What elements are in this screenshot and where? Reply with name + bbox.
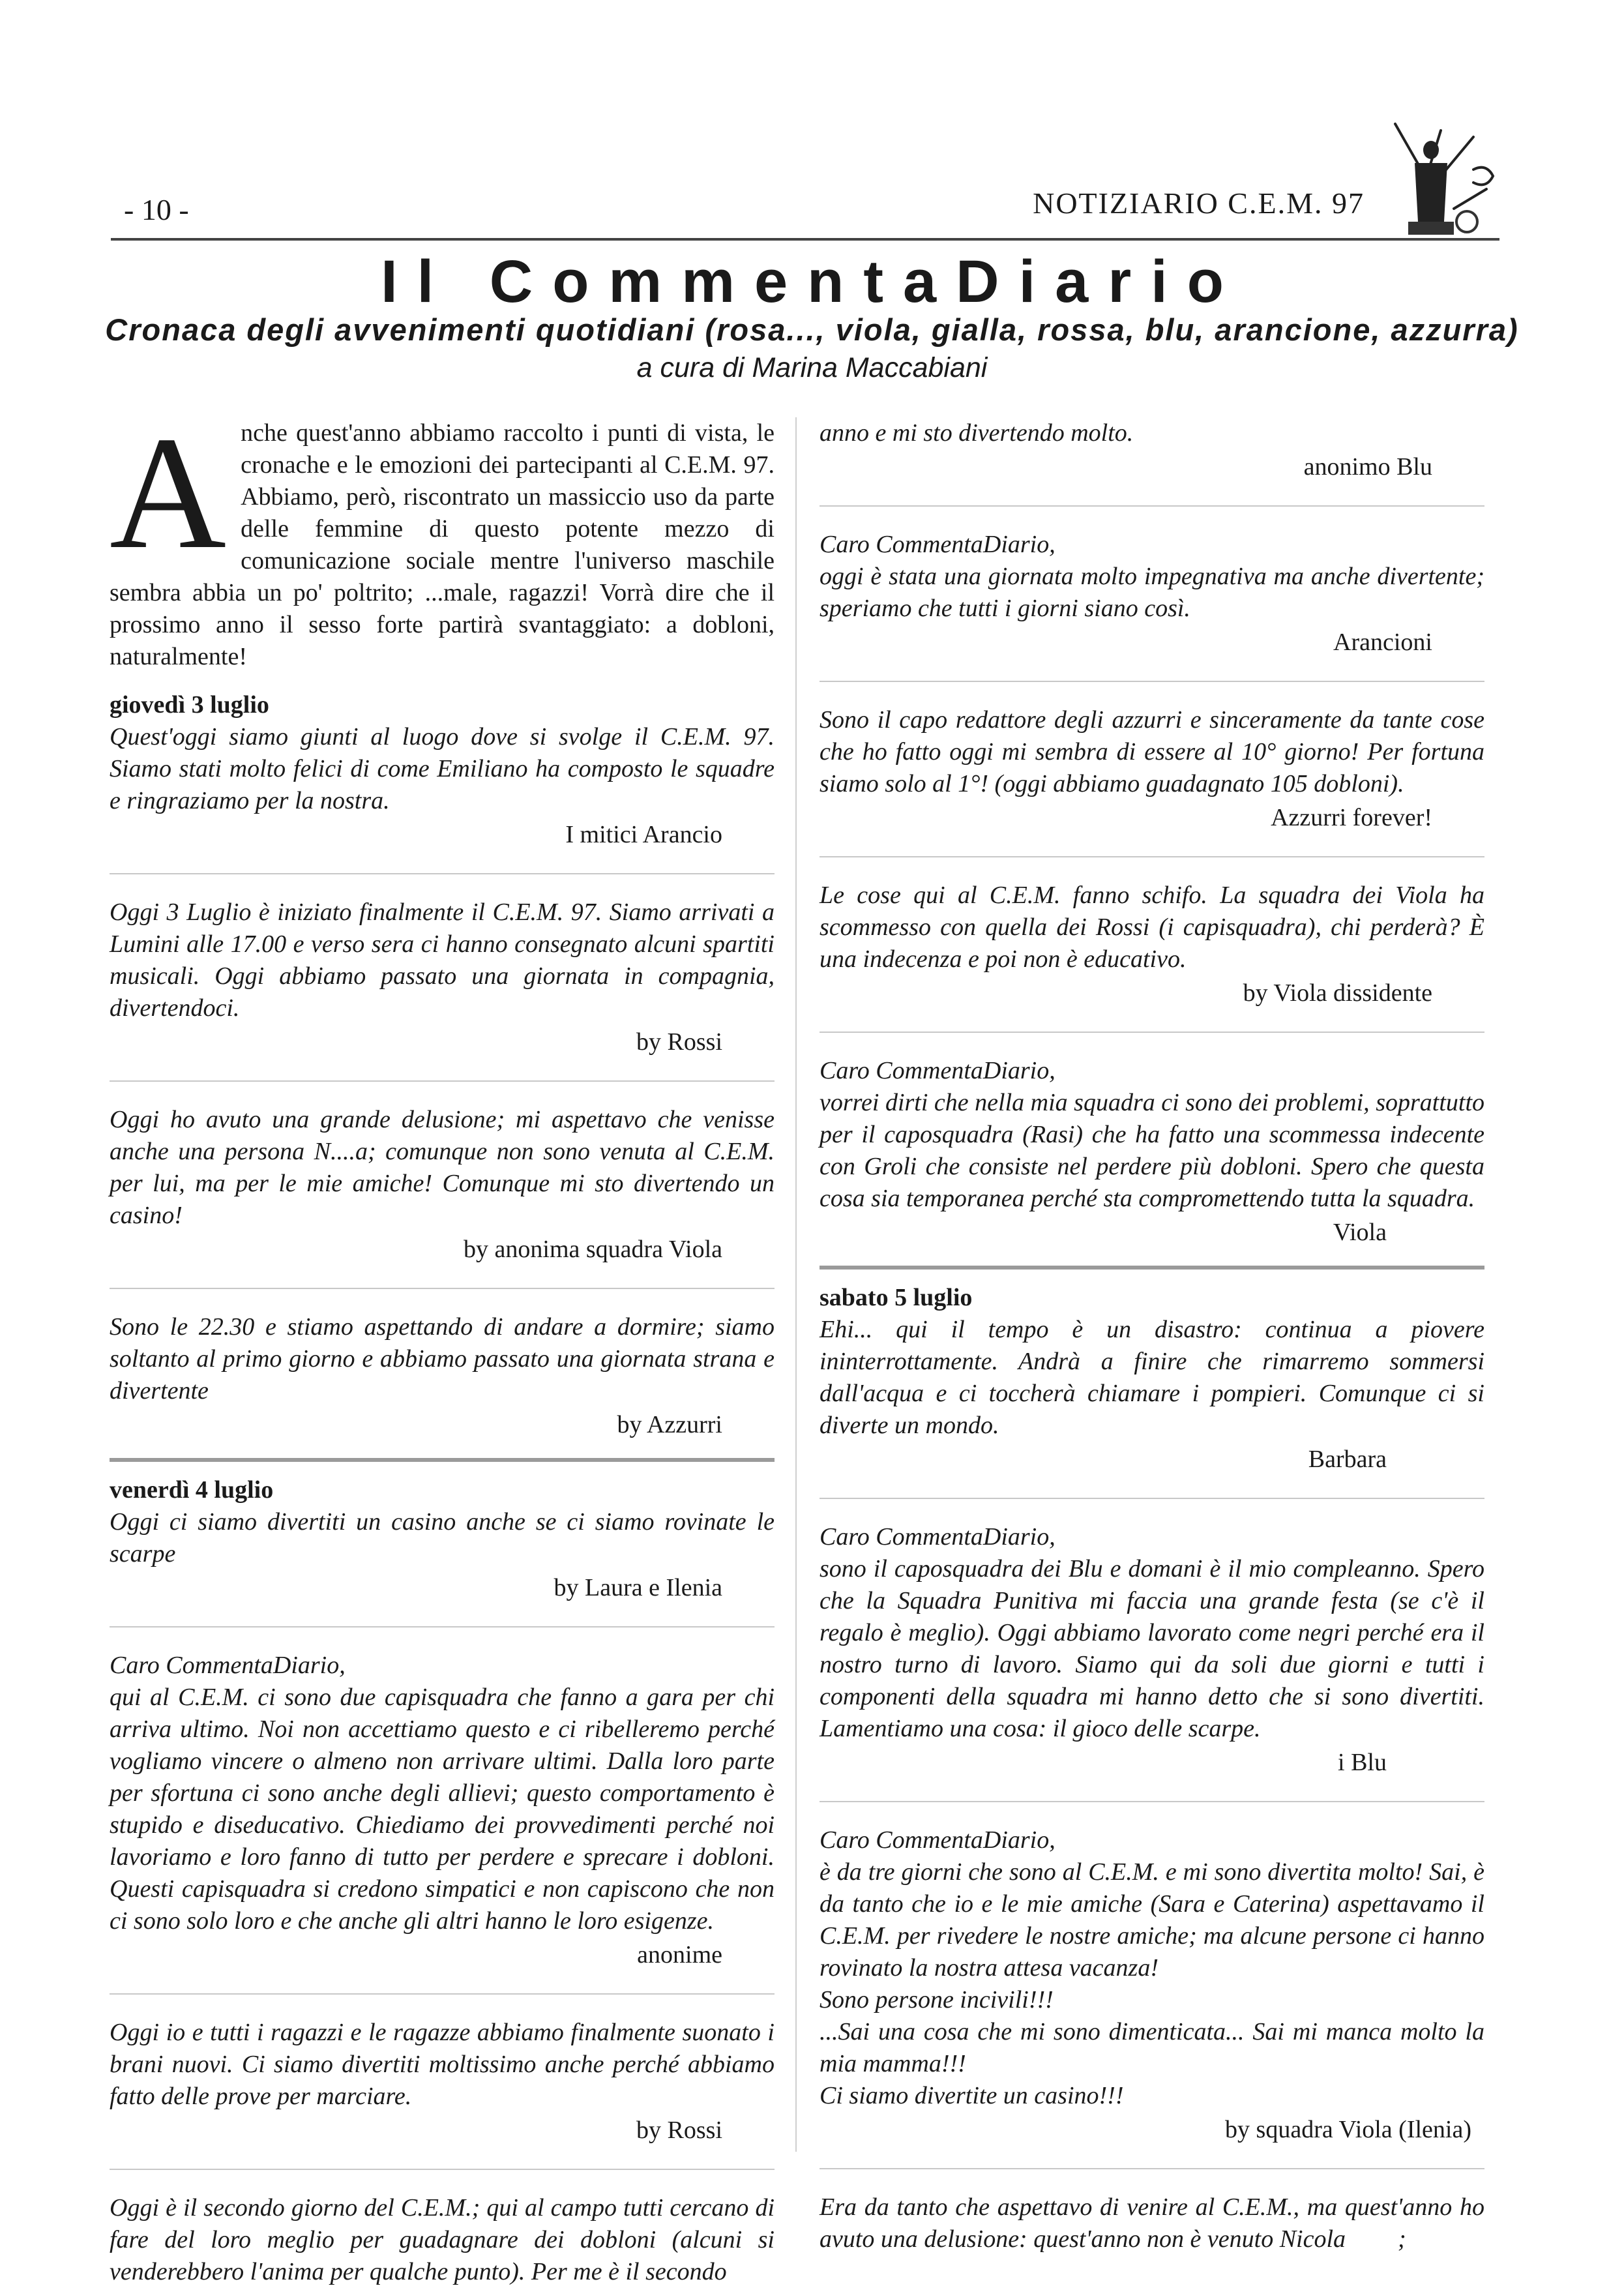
entry-signature: i Blu [1338,1749,1387,1776]
entry-separator [819,2168,1484,2169]
article-title: Il CommentaDiario [381,248,1243,315]
running-head: NOTIZIARIO C.E.M. 97 [1033,186,1365,220]
entry-separator [110,873,775,874]
day-heading: sabato 5 luglio [819,1284,973,1311]
day-separator [110,1458,775,1462]
entry-signature: anonimo Blu [1303,453,1432,481]
entry-separator [110,2169,775,2170]
entry-signature: Barbara [1308,1446,1387,1473]
entry-text: Oggi ho avuto una grande delusione; mi aspettavo che venisse anche una persona N....a; comunque non sono venuta al C.E.M. per lui, ma per le mie amiche! Comunque mi sto divertendo un casino! [110,1106,775,1229]
intro-paragraph [110,403,775,673]
entry-separator [110,1626,775,1627]
entry-separator [110,1993,775,1995]
right-column [819,417,1484,2255]
entry-greeting: Caro CommentaDiario, [819,1826,1056,1854]
entry-separator [819,505,1484,507]
entry-signature: by Rossi [636,1028,722,1056]
band-logo-icon [1376,111,1499,241]
entry-text: è da tre giorni che sono al C.E.M. e mi sono divertita molto! Sai, è da tanto che io e le mie amiche (Sara e Caterina) aspettavamo il C.E.M. per rivedere le nostre amiche; ma alcune persone ci hanno rovinato la nostra attesa vacanza! [819,1858,1484,1982]
entry-text: ...Sai una cosa che mi sono dimenticata... Sai mi manca molto la mia mamma!!! [819,2018,1484,2077]
entry-signature: by Azzurri [617,1411,722,1438]
entry-text: Ci siamo divertite un casino!!! [819,2082,1124,2109]
page-number: - 10 - [124,193,189,226]
entry-text: Oggi io e tutti i ragazzi e le ragazze abbiamo finalmente suonato i brani nuovi. Ci siamo divertiti moltissimo anche perché abbiamo fatto delle prove per marciare. [110,2019,775,2110]
column-divider [795,417,797,2152]
entry-text [819,2191,1484,2255]
entry-text: Oggi 3 Luglio è iniziato finalmente il C.E.M. 97. Siamo arrivati a Lumini alle 17.00 e verso sera ci hanno consegnato alcuni spartiti musicali. Oggi abbiamo passato una giornata in compagnia, divertendoci. [110,899,775,1022]
entry-text: oggi è stata una giornata molto impegnativa ma anche divertente; speriamo che tutti i giorni siano così. [819,563,1484,622]
left-column [110,403,775,2288]
entry-greeting: Caro CommentaDiario, [819,1057,1056,1084]
entry-signature: Arancioni [1333,629,1432,656]
entry-text: Oggi ci siamo divertiti un casino anche se ci siamo rovinate le scarpe [110,1508,775,1567]
entry-signature: Viola [1333,1219,1387,1246]
entry-text: sono il caposquadra dei Blu e domani è il mio compleanno. Spero che la Squadra Punitiva mi faccia una grande festa (se c'è il regalo è meglio). Oggi abbiamo lavorato come negri perché era il nostro turno di lavoro. Siamo qui da soli due giorni e tutti i componenti della squadra mi hanno detto che si sono divertiti. Lamentiamo una cosa: il gioco delle scarpe. [819,1555,1484,1742]
entry-signature: by squadra Viola (Ilenia) [1225,2116,1471,2143]
header-rule [111,238,1499,241]
entry-signature: Azzurri forever! [1271,804,1432,831]
entry-greeting: Caro CommentaDiario, [819,1523,1056,1551]
entry-signature: by Viola dissidente [1243,979,1432,1007]
day-heading: venerdì 4 luglio [110,1476,274,1504]
intro-text: nche quest'anno abbiamo raccolto i punti di vista, le cronache e le emozioni dei partecipanti al C.E.M. 97. Abbiamo, però, riscontrato un massiccio uso da parte delle femmine di questo potente mezzo di comunicazione sociale mentre l'universo maschile sembra abbia un po' poltrito; ...male, ragazzi! Vorrà dire che il prossimo anno il sesso forte partirà svantaggiato: a dobloni, naturalmente! [110,419,775,670]
entry-separator [819,1801,1484,1802]
entry-signature: by Laura e Ilenia [554,1574,722,1601]
entry-text: Sono il capo redattore degli azzurri e sinceramente da tante cose che ho fatto oggi mi sembra di essere al 10° giorno! Per fortuna siamo solo al 1°! (oggi abbiamo guadagnato 105 dobloni). [819,706,1484,797]
day-separator [819,1266,1484,1270]
entry-text-main: Era da tanto che aspettavo di venire al C.E.M., ma quest'anno ho avuto una delusione: quest'anno non è venuto Nicola [819,2193,1484,2253]
drop-cap: A [110,403,227,582]
entry-text: Sono le 22.30 e stiamo aspettando di andare a dormire; siamo soltanto al primo giorno e abbiamo passato una giornata strana e divertente [110,1313,775,1404]
day-heading: giovedì 3 luglio [110,691,269,719]
entry-text: vorrei dirti che nella mia squadra ci sono dei problemi, soprattutto per il caposquadra (Rasi) che ha fatto una scommessa indecente con Groli che consiste nel perdere più dobloni. Spero che questa cosa sia temporanea perché sta compromettendo tutta la squadra. [819,1089,1484,1212]
entry-signature: by anonima squadra Viola [464,1236,722,1263]
entry-separator [819,1032,1484,1033]
entry-signature: anonime [637,1941,722,1969]
entry-text-tail: ; [1398,2225,1406,2253]
entry-text: Ehi... qui il tempo è un disastro: continua a piovere ininterrottamente. Andrà a finire che rimarremo sommersi dall'acqua e ci toccherà chiamare i pompieri. Comunque ci si diverte un mondo. [819,1316,1484,1439]
entry-text: Le cose qui al C.E.M. fanno schifo. La squadra dei Viola ha scommesso con quella dei Rossi (i capisquadra), chi perderà? È una indecenza e poi non è educativo. [819,882,1484,973]
entry-separator [110,1288,775,1289]
article-byline: a cura di Marina Maccabiani [636,352,988,383]
entry-text: Sono persone incivili!!! [819,1986,1054,2013]
article-subtitle: Cronaca degli avvenimenti quotidiani (rosa..., viola, gialla, rossa, blu, arancione, azzurra) [105,312,1519,347]
entry-separator [110,1080,775,1082]
entry-greeting: Caro CommentaDiario, [110,1652,346,1679]
entry-text: Oggi è il secondo giorno del C.E.M.; qui al campo tutti cercano di fare del loro meglio per guadagnare dei dobloni (alcuni si venderebbero l'anima per qualche punto). Per me è il secondo [110,2194,775,2285]
entry-separator [819,856,1484,857]
entry-text: qui al C.E.M. ci sono due capisquadra che fanno a gara per chi arriva ultimo. Noi non accettiamo questo e ci ribelleremo perché vogliamo vincere o almeno non arrivare ultimi. Dalla loro parte per sfortuna ci sono anche degli allievi; questo comportamento è stupido e diseducativo. Chiediamo dei provvedimenti perché noi lavoriamo e loro fanno di tutto per perdere e sprecare i dobloni. Questi capisquadra si credono simpatici e non capiscono che non ci sono solo loro e che anche gli altri hanno le loro esigenze. [110,1684,775,1935]
entry-signature: I mitici Arancio [565,821,722,848]
entry-greeting: Caro CommentaDiario, [819,531,1056,558]
entry-separator [819,1498,1484,1499]
entry-text: anno e mi sto divertendo molto. [819,419,1134,447]
entry-signature: by Rossi [636,2117,722,2144]
entry-separator [819,681,1484,682]
entry-text: Quest'oggi siamo giunti al luogo dove si svolge il C.E.M. 97. Siamo stati molto felici di come Emiliano ha composto le squadre e ringraziamo per la nostra. [110,723,775,814]
